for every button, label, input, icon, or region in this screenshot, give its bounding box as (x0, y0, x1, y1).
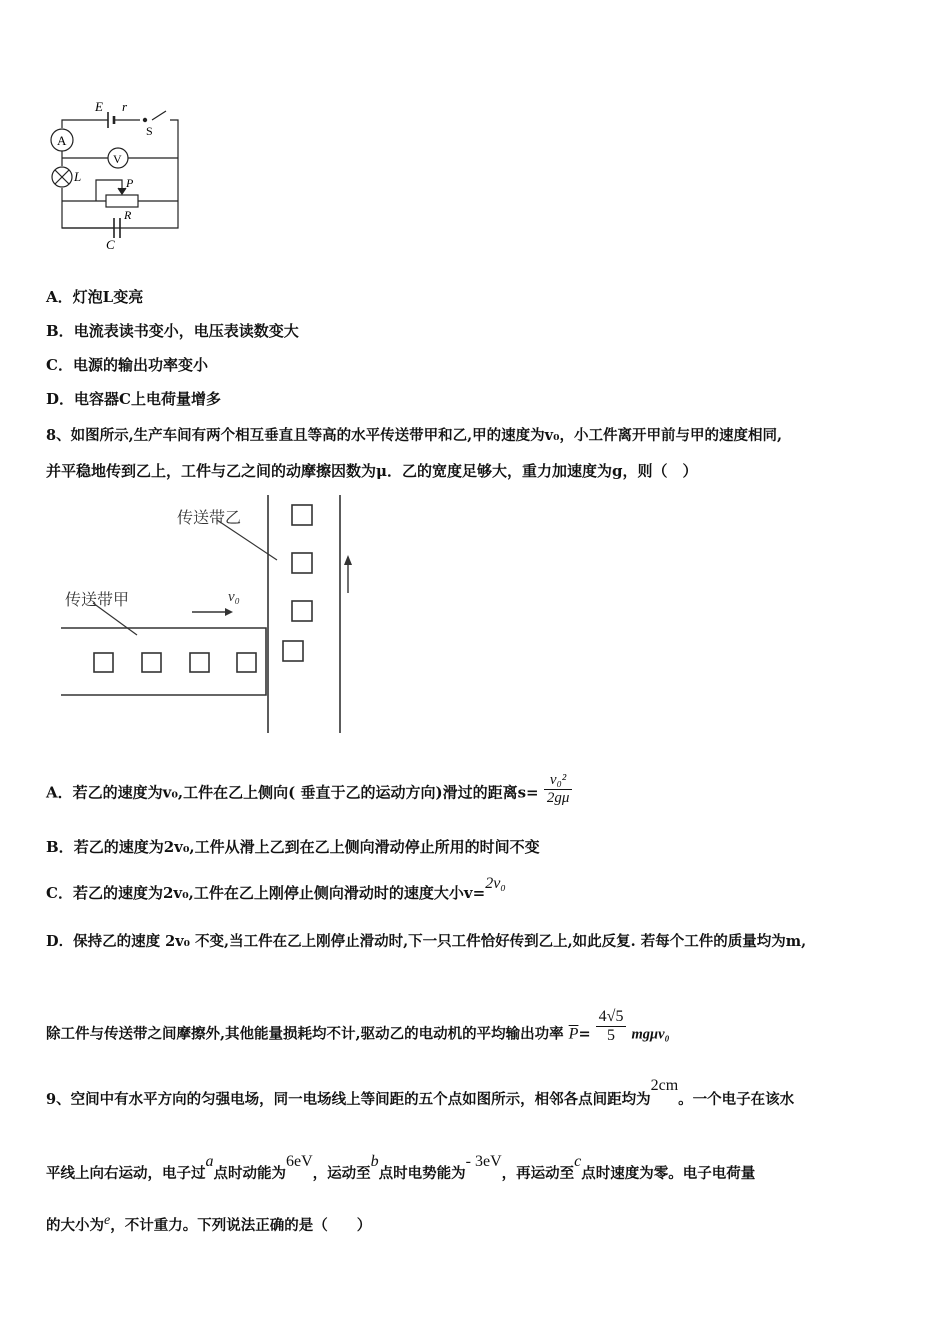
fraction-s (544, 772, 573, 807)
label-P: P (126, 176, 134, 190)
label-S: S (146, 124, 153, 138)
q9-text: 点时速度为零。电子电荷量 (581, 1165, 756, 1182)
q7-option-d (46, 388, 221, 409)
circuit-diagram (40, 95, 200, 255)
q9-text: 。一个电子在该水 (678, 1091, 795, 1108)
label-A: A (57, 133, 67, 148)
box-b2 (292, 553, 312, 573)
q8-option-b (46, 836, 540, 857)
box-b3 (292, 601, 312, 621)
fraction-numerator: v₀² (544, 772, 573, 790)
label-r: r (122, 99, 128, 114)
option-letter: D． (46, 390, 75, 408)
box-transfer (283, 641, 303, 661)
q7-option-a (46, 286, 143, 307)
q9-line3 (46, 1214, 371, 1235)
spacing-value: 2cm (650, 1077, 679, 1094)
option-text: 除工件与传送带之间摩擦外,其他能量损耗均不计,驱动乙的电动机的平均输出功率 (46, 1025, 564, 1043)
q9-line1 (46, 1077, 795, 1109)
charge-symbol: e (104, 1213, 111, 1228)
point-a: a (205, 1153, 214, 1170)
option-text: 保持乙的速度 2v₀ 不变,当工件在乙上刚停止滑动时,下一只工件恰好传到乙上,如此反复. 若每个工件的质量均为m, (73, 933, 807, 950)
rheostat-body (106, 195, 138, 207)
q9-text: 的大小为 (46, 1217, 104, 1234)
option-text: 电源的输出功率变小 (72, 356, 208, 374)
q8-option-a (46, 772, 572, 811)
slider-wire (96, 180, 122, 201)
belt-a-label: 传送带甲 (65, 592, 130, 609)
conveyor-figure (55, 495, 375, 740)
option-text: 灯泡L变亮 (72, 288, 144, 306)
box-a2 (142, 653, 161, 672)
q8-option-d-line2 (46, 1008, 670, 1053)
q8-stem-line2: 并平稳地传到乙上，工件与乙之间的动摩擦因数为μ．乙的宽度足够大，重力加速度为g，则（ ） (46, 462, 698, 480)
option-text: 电流表读书变小，电压表读数变大 (73, 322, 299, 340)
q8-stem-line1: 8、如图所示,生产车间有两个相互垂直且等高的水平传送带甲和乙,甲的速度为v₀，小工件离开甲前与甲的速度相同, (46, 427, 783, 444)
power-symbol: $\overline{P}$ (568, 1025, 579, 1043)
point-c: c (574, 1153, 582, 1170)
label-L: L (74, 169, 82, 184)
q7-option-c (46, 354, 208, 375)
label-V: V (113, 152, 122, 166)
q9-text: ，再运动至 (501, 1165, 575, 1182)
option-text: 若乙的速度为v₀,工件在乙上侧向( 垂直于乙的运动方向)滑过的距离s= (72, 783, 539, 802)
option-letter: A． (46, 288, 73, 306)
label-R: R (124, 208, 132, 222)
box-a4 (237, 653, 256, 672)
q8-option-c (46, 875, 506, 903)
option-text: 若乙的速度为2v₀,工件从滑上乙到在乙上侧向滑动停止所用的时间不变 (73, 838, 540, 856)
box-b1 (292, 505, 312, 525)
option-letter: B． (46, 838, 74, 856)
q9-text: ，不计重力。下列说法正确的是（ ） (110, 1217, 372, 1234)
option-letter: B． (46, 322, 74, 340)
q9-text: ，运动至 (312, 1165, 371, 1182)
q9-text: 9、空间中有水平方向的匀强电场，同一电场线上等间距的五个点如图所示，相邻各点间距均为 (46, 1091, 651, 1108)
fraction-denominator: 2gμ (546, 790, 570, 806)
q8-option-d-line1 (46, 930, 806, 951)
label-C: C (106, 237, 115, 252)
option-letter: A． (46, 783, 73, 802)
option-letter: C． (46, 356, 73, 374)
switch-blade (152, 111, 166, 120)
q9-text: 平线上向右运动，电子过 (46, 1165, 206, 1182)
option-letter: C． (46, 884, 73, 902)
velocity-label: v₀ (228, 589, 240, 605)
belt-a-outline (61, 628, 266, 695)
wire-top-left (62, 120, 108, 128)
box-a1 (94, 653, 113, 672)
q7-option-b (46, 320, 299, 341)
fraction-denominator: 5 (607, 1027, 616, 1044)
option-text: 若乙的速度为2v₀,工件在乙上刚停止侧向滑动时的速度大小v= (72, 884, 486, 902)
speed-value: 2v₀ (485, 875, 506, 892)
option-letter: D． (46, 933, 74, 950)
box-a3 (190, 653, 209, 672)
q9-text: 点时动能为 (213, 1165, 286, 1182)
point-b: b (370, 1153, 379, 1170)
fraction-numerator: 4√5 (596, 1008, 627, 1027)
q9-line2 (46, 1153, 756, 1183)
kinetic-energy-value: 6eV (286, 1153, 313, 1170)
label-E: E (95, 99, 103, 114)
potential-energy-value: - 3eV (465, 1153, 502, 1170)
q9-text: 点时电势能为 (378, 1165, 466, 1182)
power-tail: mgμv₀ (631, 1026, 670, 1043)
belt-b-label: 传送带乙 (177, 510, 242, 527)
equals-sign: = (578, 1025, 591, 1043)
fraction-power (596, 1008, 627, 1045)
option-text: 电容器C上电荷量增多 (74, 390, 221, 408)
